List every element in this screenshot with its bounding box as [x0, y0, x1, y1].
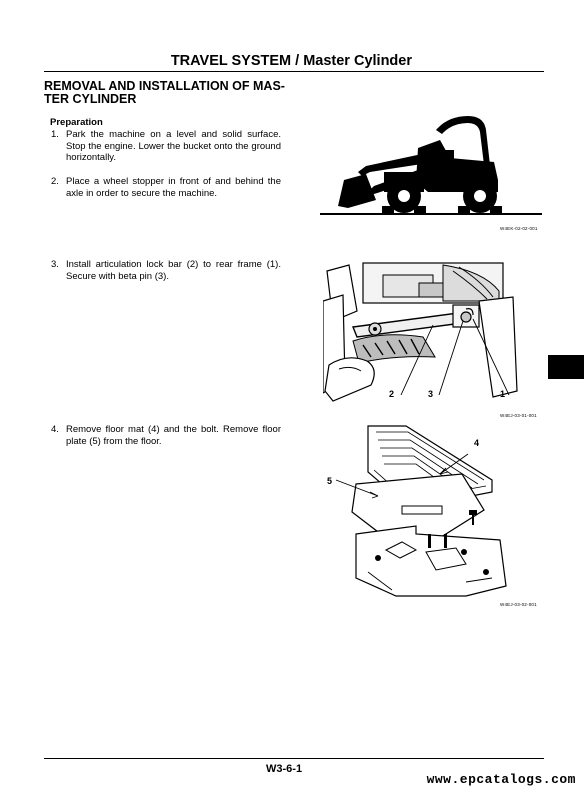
- step-3-number: 3.: [51, 259, 59, 270]
- section-title-line-2: TER CYLINDER: [44, 92, 137, 106]
- step-4-text: Remove floor mat (4) and the bolt. Remove floor plate (5) from the floor.: [66, 424, 281, 447]
- step-1-text: Park the machine on a level and solid surface. Stop the engine. Lower the bucket onto the ground horizontally.: [66, 129, 281, 163]
- step-1: [51, 129, 281, 164]
- step-3-text: Install articulation lock bar (2) to rear frame (1). Secure with beta pin (3).: [66, 259, 281, 282]
- callout-3: 3: [428, 389, 434, 399]
- step-4: [51, 424, 281, 447]
- figure-1-code: W4EK-02-02-001: [500, 226, 538, 231]
- callout-4: 4: [474, 438, 480, 448]
- step-3: [51, 259, 281, 282]
- articulation-lock-bar-illustration: [323, 261, 519, 405]
- step-4-number: 4.: [51, 424, 59, 435]
- callout-2: 2: [389, 389, 395, 399]
- section-title: [44, 80, 289, 106]
- step-2: [51, 176, 281, 199]
- section-title-line-1: REMOVAL AND INSTALLATION OF MAS-: [44, 79, 285, 93]
- header-rule: [44, 71, 544, 72]
- watermark: www.epcatalogs.com: [426, 772, 576, 787]
- callout-1: 1: [500, 389, 506, 399]
- step-2-number: 2.: [51, 176, 59, 187]
- floor-mat-plate-illustration: [316, 422, 544, 598]
- wheel-loader-illustration: [318, 110, 544, 222]
- section-tab-marker: [548, 355, 584, 379]
- step-2-text: Place a wheel stopper in front of and behind the axle in order to secure the machine.: [66, 176, 281, 199]
- callout-5: 5: [327, 476, 333, 486]
- footer-rule: [44, 758, 544, 759]
- figure-3-code: W4EJ-03-02-001: [500, 602, 537, 607]
- page-number: W3-6-1: [266, 763, 303, 775]
- figure-2-code: W4EJ-03-01-001: [500, 413, 537, 418]
- page-header-title: TRAVEL SYSTEM / Master Cylinder: [170, 53, 412, 69]
- step-1-number: 1.: [51, 129, 59, 140]
- preparation-label: Preparation: [50, 117, 103, 128]
